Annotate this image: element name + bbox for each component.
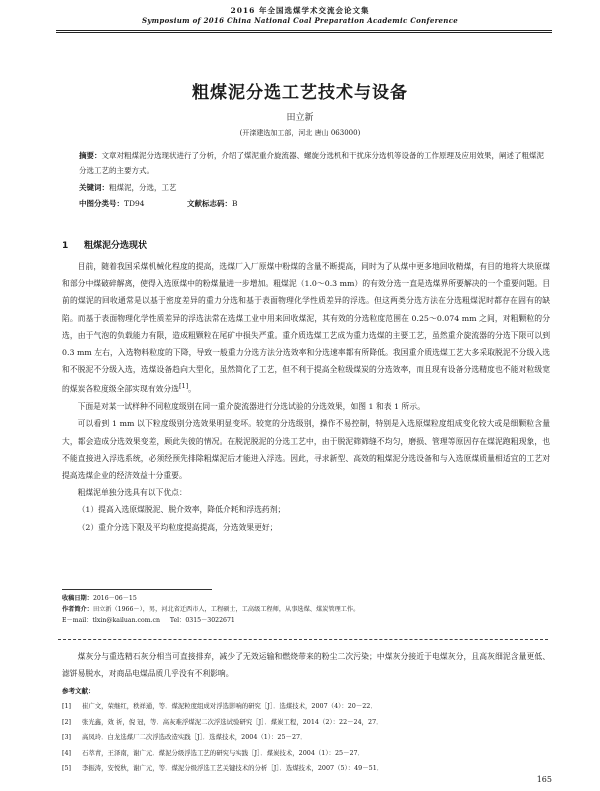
paragraph-1: 目前，随着我国采煤机械化程度的提高，选煤厂入厂原煤中粉煤的含量不断提高，同时为了从煤中更多地回收精煤，有目的地将大块原煤和部分中煤破碎解离，使得入选原煤中的粉煤量进一步增加。粗煤泥（1.0～0.3 mm）的有效分选一直是选煤界所要解决的一个重要问题。目前的煤泥的回收通常是以基于密度差异的重力分选和基于表面物理化学性质差异的浮选。但这两类分选方法在分选粗煤泥时都存在固有的缺陷。而基于表面物理化学性质差异的浮选法常在选煤工业中用来回收煤泥，其有效的分选粒度范围在 0.25～0.074 mm 之间，对粗颗粒的分选，由于气泡的负载能力有限，造成粗颗粒在尾矿中损失严重。重介质选煤工艺成为重力选煤的主要工艺，虽然重介旋流器的分选下限可以到 0.3 mm 左右，入选物料粒度的下降，导致一般重力分选方法分选效率和分选速率都有所降低。我国重介质选煤工艺大多采取脱泥不分级入选和不脱泥不分级入选，选煤设备趋向大型化，虽然简化了工艺，但不利于提高全粒级煤炭的分选效率，而且现有设备分选精度也不能对粒级宽的煤炭各粒度级全部实现有效分选 (62, 262, 550, 395)
paragraph (62, 258, 550, 398)
reference-text: 石萃青，王泽南，谢广元．煤泥分级浮选工艺的研究与实践［J］．煤炭技术，2004（1）：25－27． (82, 748, 364, 757)
header-rule-2 (56, 32, 552, 33)
reference-text: 高凤玲．白龙选煤厂二次浮选改造实践［J］．选煤技术，2004（1）：25－27． (82, 733, 307, 742)
reference-item (62, 761, 550, 777)
paragraph-4: 粗煤泥单独分选具有以下优点： (77, 488, 187, 498)
keywords-label: 关键词： (79, 183, 109, 192)
list-item: （2）重介分选下限及平均粒度提高提高，分选效果更好； (77, 522, 278, 532)
abstract (79, 148, 549, 178)
classification-label: 中图分类号： (79, 199, 124, 208)
reference-number: [1] (62, 702, 72, 710)
reference-number: [5] (62, 764, 72, 773)
list-item: （1）提高入选原煤脱泥、脱介效率，降低介耗和浮选药剂； (77, 505, 286, 515)
continuation-paragraph: 煤灰分与重选精石灰分相当可直接排弃，减少了无效运输和燃烧带来的粉尘二次污染；中煤灰分接近于电煤灰分，且高灰细泥含量更低、滤饼易脱水，对商品电煤品质几乎没有不利影响。 (62, 652, 550, 678)
running-header (0, 6, 600, 26)
keywords (79, 180, 549, 195)
classification-line (79, 196, 549, 211)
affiliation: (开滦建选加工部，河北 唐山 063000) (239, 129, 361, 137)
author: 田立新 (286, 113, 314, 123)
tel-label: Tel： (169, 617, 186, 624)
email-address[interactable]: tlxin@kailuan.com.cn (92, 617, 161, 624)
footnote-rule (62, 589, 212, 590)
header-en: Symposium of 2016 China National Coal Preparation Academic Conference (141, 16, 459, 25)
section-number: 1 (62, 241, 69, 251)
email-label: E－mail： (62, 617, 93, 624)
received-date: 2016－06－15 (92, 595, 137, 602)
author-bio: 田立新（1966－），男，河北省迁西市人，工程硕士，工高级工程师，从事选煤、煤炭管理工作。 (92, 606, 360, 613)
continuation-text (62, 648, 550, 682)
citation: [1] (178, 382, 189, 391)
page-number: 165 (536, 775, 552, 784)
doc-code-label: 文献标志码： (186, 199, 232, 208)
reference-text: 李振涛，安悦秋，谢广元，等．煤泥分级浮选工艺关键技术的分析［J］．选煤技术，2007（5）：49－51． (82, 764, 384, 773)
reference-text: 崔广文，荣继红，秩祥通，等．煤泥粒度组成对浮选影响的研究［J］．选煤技术，2007（4）：20－22． (82, 702, 377, 710)
header-rule-1 (56, 30, 552, 31)
reference-number: [3] (62, 733, 72, 742)
paragraph-1-end: 。 (188, 385, 196, 395)
tel-number: 0315－3022671 (185, 617, 235, 624)
dashed-divider (58, 639, 548, 640)
keywords-text: 粗煤泥，分选，工艺 (109, 183, 177, 192)
abstract-label: 摘要： (79, 151, 102, 160)
references-title: 参考文献： (62, 687, 95, 695)
references-list (62, 699, 550, 777)
reference-item (62, 715, 550, 731)
reference-number: [4] (62, 748, 72, 757)
abstract-text: 文章对粗煤泥分选现状进行了分析，介绍了煤泥重介旋流器、螺旋分选机和干扰床分选机等设备的工作原理及应用效果，阐述了粗煤泥分选工艺的主要方式。 (79, 151, 544, 175)
footnote (62, 593, 550, 626)
author-bio-label: 作者简介： (62, 606, 93, 613)
received-label: 收稿日期： (62, 595, 93, 602)
paragraph-2: 下面是对某一试样种不同粒度级别在同一重介旋流器进行分选试验的分选效果，如图 1 和表 1 所示。 (77, 402, 425, 412)
section-heading (62, 238, 147, 251)
reference-number: [2] (62, 717, 72, 726)
classification-value: TD94 (124, 199, 145, 208)
doc-code-value: B (231, 199, 238, 208)
body-text (62, 258, 550, 536)
reference-item (62, 699, 550, 715)
section-title: 粗煤泥分选现状 (84, 241, 148, 251)
reference-item (62, 730, 550, 746)
paragraph-3: 可以看到 1 mm 以下粒度级别分选效果明显变坏。较宽的分选级别，操作不易控制，特别是入选原煤粒度组成变化较大或是细颗粒含量大，都会造成分选效果变差，顾此失彼的情况。在脱泥脱泥的分选工艺中，由于脱泥筛筛缝不均匀，磨损、管理等原因存在煤泥跑粗现象，也不能直接进入浮选系统，必须经预先排除粗煤泥后才能进入浮选。因此，寻求新型、高效的粗煤泥分选设备和与入选原煤质量相适宜的工艺对提高选煤企业的经济效益十分重要。 (62, 419, 550, 481)
page-title: 粗煤泥分选工艺技术与设备 (192, 83, 408, 103)
reference-item (62, 746, 550, 762)
header-cn: 2016 年全国选煤学术交流会论文集 (230, 6, 370, 15)
reference-text: 张光鑫，效 祈，倪 冠，等．高灰难浮煤泥二次浮选试验研究［J］．煤炭工程，2014（2）：22－24，27． (82, 717, 383, 726)
